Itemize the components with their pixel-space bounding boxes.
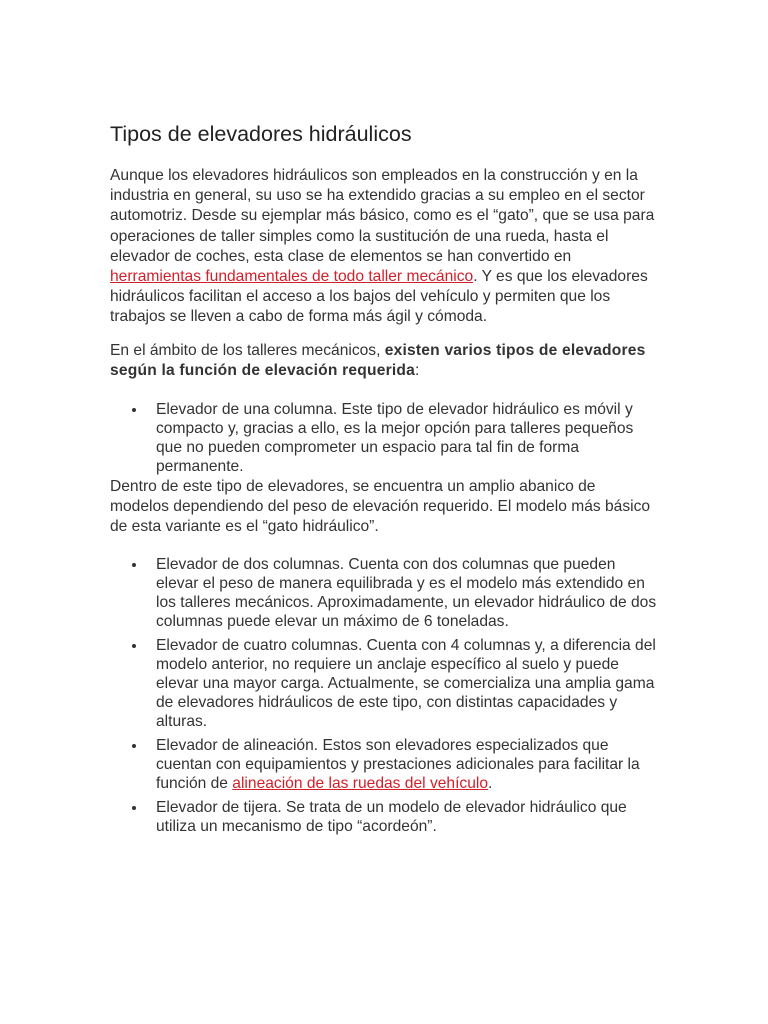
herramientas-link[interactable]: herramientas fundamentales de todo taller mecánico (110, 268, 474, 286)
list-item-cuatro-columnas: Elevador de cuatro columnas. Cuenta con 4 columnas y, a diferencia del modelo anterior, no requiere un anclaje específico al suelo y puede elevar una mayor carga. Actualmente, se comercializa una amplia gama de elevadores hidráulicos de este tipo, con distintas capacidades y alturas. (110, 636, 658, 731)
list-item-dos-columnas: Elevador de dos columnas. Cuenta con dos columnas que pueden elevar el peso de manera equilibrada y es el modelo más extendido en los talleres mecánicos. Aproximadamente, un elevador hidráulico de dos columnas puede elevar un máximo de 6 toneladas. (110, 555, 658, 631)
list-item-una-columna: Elevador de una columna. Este tipo de elevador hidráulico es móvil y compacto y, gracias a ello, es la mejor opción para talleres pequeños que no pueden comprometer un espacio para tal fin de forma permanente. (110, 400, 658, 476)
middle-paragraph: Dentro de este tipo de elevadores, se encuentra un amplio abanico de modelos dependiendo del peso de elevación requerido. El modelo más básico de esta variante es el “gato hidráulico”. (110, 478, 651, 536)
types-list-two (110, 555, 658, 836)
alineacion-text-after-link: . (488, 774, 493, 792)
types-intro-text: En el ámbito de los talleres mecánicos, (110, 341, 385, 359)
intro-paragraph (110, 166, 658, 328)
types-intro-paragraph (110, 341, 658, 381)
list-item-alineacion (110, 736, 658, 793)
intro-text-before-link: Aunque los elevadores hidráulicos son empleados en la construcción y en la industria en general, su uso se ha extendido gracias a su empleo en el sector automotriz. Desde su ejemplar más básico, como es el “gato”, que se usa para operaciones de taller simples como la sustitución de una rueda, hasta el elevador de coches, esta clase de elementos se han convertido en (110, 167, 655, 265)
article (110, 118, 658, 841)
types-list-one (110, 400, 658, 476)
types-intro-bold: existen varios tipos de elevadores según la función de elevación requerida (110, 341, 646, 379)
list-item-tijera: Elevador de tijera. Se trata de un modelo de elevador hidráulico que utiliza un mecanismo de tipo “acordeón”. (110, 798, 658, 836)
types-intro-colon: : (415, 361, 420, 379)
intro-text-after-link: . Y es que los elevadores hidráulicos facilitan el acceso a los bajos del vehículo y permiten que los trabajos se lleven a cabo de forma más ágil y cómoda. (110, 268, 648, 326)
article-title: Tipos de elevadores hidráulicos (110, 122, 412, 146)
alineacion-link[interactable]: alineación de las ruedas del vehículo (232, 774, 489, 792)
alineacion-text-before-link: Elevador de alineación. Estos son elevadores especializados que cuentan con equipamientos y prestaciones adicionales para facilitar la función de (156, 736, 640, 792)
